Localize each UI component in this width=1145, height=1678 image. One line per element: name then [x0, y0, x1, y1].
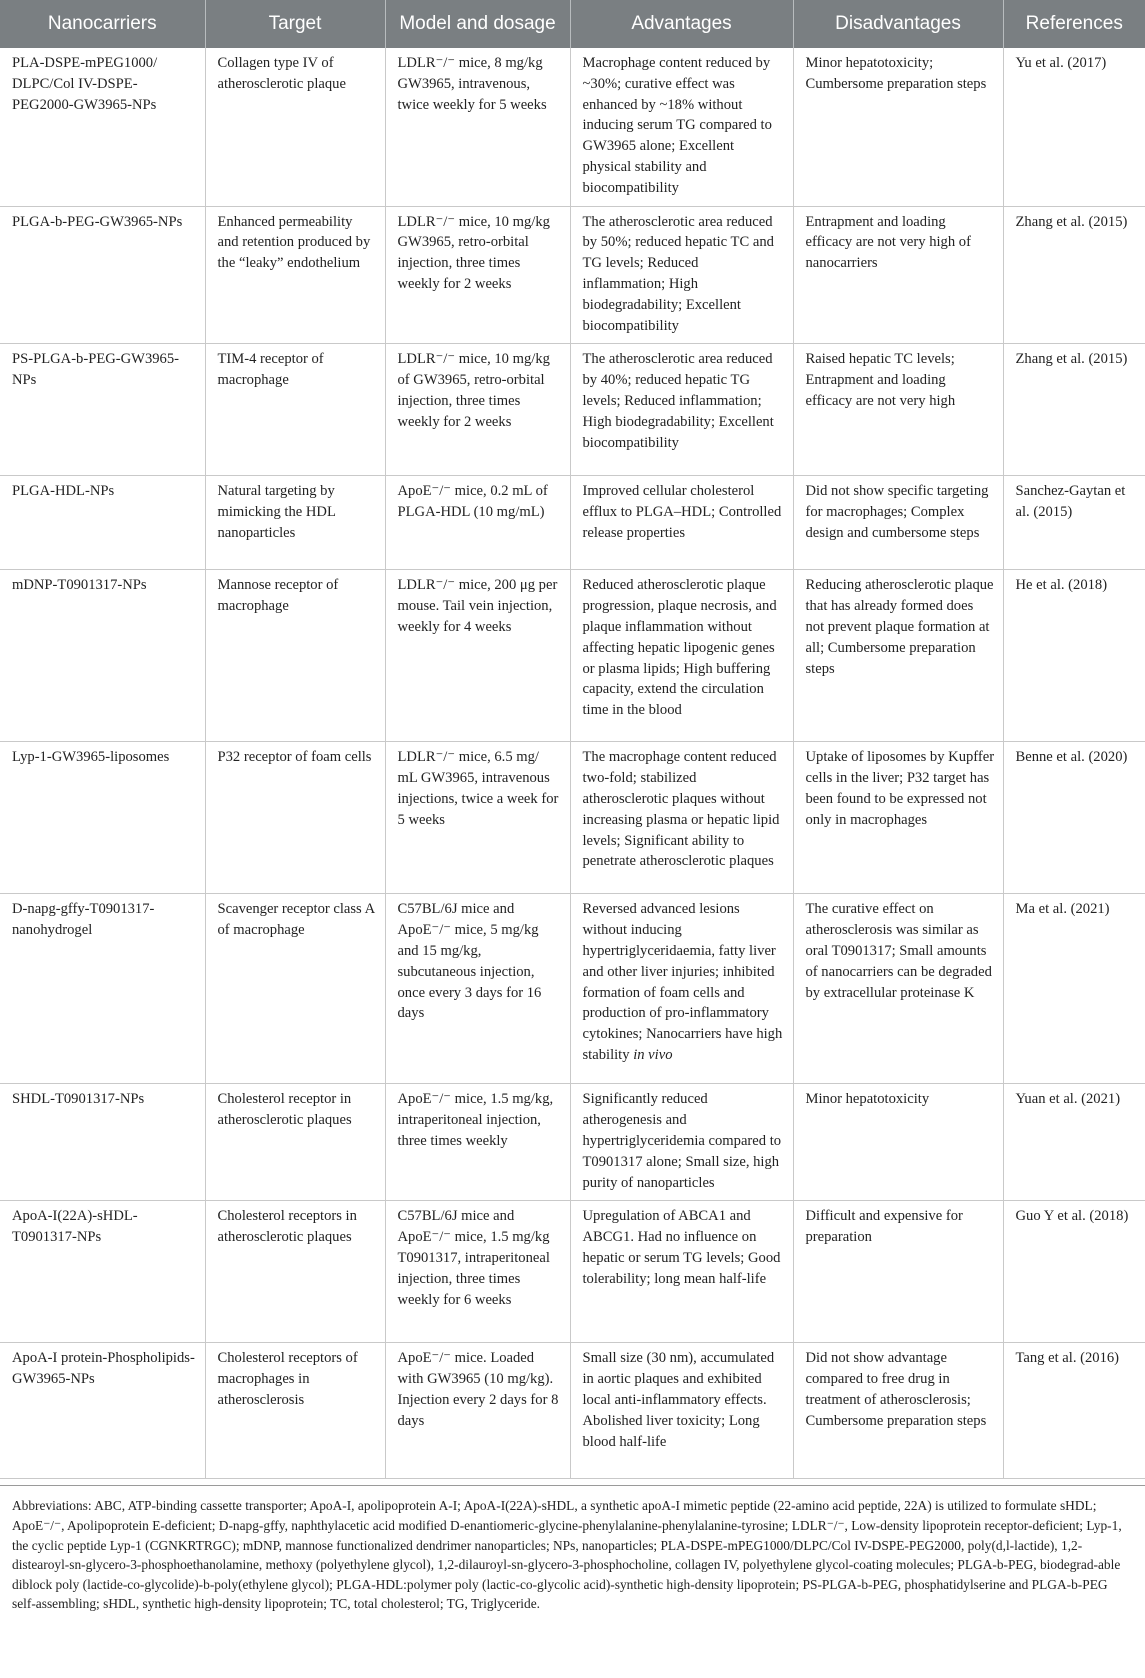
table-row: [0, 1201, 1145, 1343]
cell-target: Natural targeting by mimicking the HDL nanoparticles: [205, 476, 385, 570]
cell-disadvantages: The curative effect on atherosclerosis was similar as oral T0901317; Small amounts of nanocarriers can be degraded by extracellular proteinase K: [793, 894, 1003, 1084]
header-disadvantages: Disadvantages: [793, 0, 1003, 48]
abbreviations-footnote: Abbreviations: ABC, ATP-binding cassette transporter; ApoA-I, apolipoprotein A-I; ApoA-I(22A)-sHDL, a synthetic apoA-I mimetic peptide (22-amino acid peptide, 22A) is utilized to formulate sHDL; ApoE⁻/⁻, Apolipoprotein E-deficient; D-napg-gffy, naphthylacetic acid modified D-enantiomeric-glycine-phenylalanine-phenylalanine-tyrosine; LDLR⁻/⁻, Low-density lipoprotein receptor-deficient; Lyp-1, the cyclic peptide Lyp-1 (CGNKRTRGC); mDNP, mannose functionalized dendrimer nanoparticles; NPs, nanoparticles; PLA-DSPE-mPEG1000/DLPC/Col IV-DSPE-PEG2000, poly(d,l-lactide), 1,2-distearoyl-sn-glycero-3-phosphoethanolamine, methoxy (polyethylene glycol), 1,2-dilauroyl-sn-glycero-3-phosphocholine, collagen IV, polyethylene glycol-coating molecules; PLGA-b-PEG, biodegrad-able diblock poly (lactide-co-glycolide)-b-poly(ethylene glycol); PLGA-HDL:polymer poly (lactic-co-glycolic acid)-synthetic high-density lipoprotein; PS-PLGA-b-PEG, phosphatidylserine and PLGA-b-PEG self-assembling; sHDL, synthetic high-density lipoprotein; TC, total cholesterol; TG, Triglyceride.: [0, 1485, 1145, 1614]
header-nanocarriers: Nanocarriers: [0, 0, 205, 48]
cell-model-dosage: ApoE⁻/⁻ mice, 0.2 mL of PLGA-HDL (10 mg/mL): [385, 476, 570, 570]
cell-nanocarrier: PLGA-b-PEG-GW3965-NPs: [0, 206, 205, 344]
cell-nanocarrier: Lyp-1-GW3965-liposomes: [0, 742, 205, 894]
cell-target: Cholesterol receptors of macrophages in atherosclerosis: [205, 1343, 385, 1479]
cell-model-dosage: C57BL/6J mice and ApoE⁻/⁻ mice, 5 mg/kg and 15 mg/kg, subcutaneous injection, once every 3 days for 16 days: [385, 894, 570, 1084]
cell-disadvantages: Entrapment and loading efficacy are not very high of nanocarriers: [793, 206, 1003, 344]
cell-target: Mannose receptor of macrophage: [205, 570, 385, 742]
table-row: [0, 48, 1145, 206]
table-row: [0, 206, 1145, 344]
table-row: [0, 742, 1145, 894]
cell-reference: He et al. (2018): [1003, 570, 1145, 742]
cell-model-dosage: LDLR⁻/⁻ mice, 200 μg per mouse. Tail vein injection, weekly for 4 weeks: [385, 570, 570, 742]
cell-target: Enhanced permeability and retention produced by the “leaky” endothelium: [205, 206, 385, 344]
cell-reference: Ma et al. (2021): [1003, 894, 1145, 1084]
cell-advantages: The atherosclerotic area reduced by 50%; reduced hepatic TC and TG levels; Reduced inflammation; High biodegradability; Excellent biocompatibility: [570, 206, 793, 344]
cell-reference: Zhang et al. (2015): [1003, 206, 1145, 344]
cell-nanocarrier: PLA-DSPE-mPEG1000/ DLPC/Col IV-DSPE-PEG2000-GW3965-NPs: [0, 48, 205, 206]
cell-model-dosage: LDLR⁻/⁻ mice, 8 mg/kg GW3965, intravenous, twice weekly for 5 weeks: [385, 48, 570, 206]
cell-reference: Tang et al. (2016): [1003, 1343, 1145, 1479]
header-model-and-dosage: Model and dosage: [385, 0, 570, 48]
cell-nanocarrier: mDNP-T0901317-NPs: [0, 570, 205, 742]
cell-advantages: Improved cellular cholesterol efflux to PLGA–HDL; Controlled release properties: [570, 476, 793, 570]
cell-reference: Sanchez-Gaytan et al. (2015): [1003, 476, 1145, 570]
cell-advantages: Small size (30 nm), accumulated in aortic plaques and exhibited local anti-inflammatory effects. Abolished liver toxicity; Long blood half-life: [570, 1343, 793, 1479]
cell-reference: Yu et al. (2017): [1003, 48, 1145, 206]
table-header-row: [0, 0, 1145, 48]
table-row: [0, 344, 1145, 476]
cell-nanocarrier: SHDL-T0901317-NPs: [0, 1084, 205, 1201]
cell-disadvantages: Did not show advantage compared to free drug in treatment of atherosclerosis; Cumbersome preparation steps: [793, 1343, 1003, 1479]
cell-disadvantages: Reducing atherosclerotic plaque that has already formed does not prevent plaque formation at all; Cumbersome preparation steps: [793, 570, 1003, 742]
cell-target: Collagen type IV of atherosclerotic plaque: [205, 48, 385, 206]
cell-disadvantages: Minor hepatotoxicity; Cumbersome preparation steps: [793, 48, 1003, 206]
cell-advantages: The macrophage content reduced two-fold; stabilized atherosclerotic plaques without increasing plasma or hepatic lipid levels; Significant ability to penetrate atherosclerotic plaques: [570, 742, 793, 894]
cell-target: TIM-4 receptor of macrophage: [205, 344, 385, 476]
cell-disadvantages: Did not show specific targeting for macrophages; Complex design and cumbersome steps: [793, 476, 1003, 570]
cell-disadvantages: Uptake of liposomes by Kupffer cells in the liver; P32 target has been found to be expressed not only in macrophages: [793, 742, 1003, 894]
header-references: References: [1003, 0, 1145, 48]
cell-model-dosage: ApoE⁻/⁻ mice. Loaded with GW3965 (10 mg/kg). Injection every 2 days for 8 days: [385, 1343, 570, 1479]
cell-nanocarrier: PS-PLGA-b-PEG-GW3965-NPs: [0, 344, 205, 476]
table-row: [0, 1343, 1145, 1479]
cell-reference: Guo Y et al. (2018): [1003, 1201, 1145, 1343]
table-row: [0, 894, 1145, 1084]
cell-model-dosage: LDLR⁻/⁻ mice, 10 mg/kg GW3965, retro-orbital injection, three times weekly for 2 weeks: [385, 206, 570, 344]
cell-advantages: [570, 894, 793, 1084]
cell-target: P32 receptor of foam cells: [205, 742, 385, 894]
cell-model-dosage: LDLR⁻/⁻ mice, 10 mg/kg of GW3965, retro-orbital injection, three times weekly for 2 weeks: [385, 344, 570, 476]
cell-nanocarrier: D-napg-gffy-T0901317-nanohydrogel: [0, 894, 205, 1084]
cell-advantages: Reduced atherosclerotic plaque progression, plaque necrosis, and plaque inflammation without affecting hepatic lipogenic genes or plasma lipids; High buffering capacity, extend the circulation time in the blood: [570, 570, 793, 742]
cell-nanocarrier: PLGA-HDL-NPs: [0, 476, 205, 570]
cell-disadvantages: Minor hepatotoxicity: [793, 1084, 1003, 1201]
cell-advantages: Macrophage content reduced by ~30%; curative effect was enhanced by ~18% without inducing serum TG compared to GW3965 alone; Excellent physical stability and biocompatibility: [570, 48, 793, 206]
cell-reference: Benne et al. (2020): [1003, 742, 1145, 894]
cell-reference: Yuan et al. (2021): [1003, 1084, 1145, 1201]
table-row: [0, 476, 1145, 570]
cell-nanocarrier: ApoA-I(22A)-sHDL-T0901317-NPs: [0, 1201, 205, 1343]
cell-model-dosage: LDLR⁻/⁻ mice, 6.5 mg/ mL GW3965, intravenous injections, twice a week for 5 weeks: [385, 742, 570, 894]
cell-model-dosage: C57BL/6J mice and ApoE⁻/⁻ mice, 1.5 mg/kg T0901317, intraperitoneal injection, three times weekly for 6 weeks: [385, 1201, 570, 1343]
cell-nanocarrier: ApoA-I protein-Phospholipids-GW3965-NPs: [0, 1343, 205, 1479]
header-target: Target: [205, 0, 385, 48]
cell-target: Scavenger receptor class A of macrophage: [205, 894, 385, 1084]
cell-disadvantages: Raised hepatic TC levels; Entrapment and loading efficacy are not very high: [793, 344, 1003, 476]
cell-target: Cholesterol receptors in atherosclerotic plaques: [205, 1201, 385, 1343]
cell-advantages: The atherosclerotic area reduced by 40%; reduced hepatic TG levels; Reduced inflammation; High biodegradability; Excellent biocompatibility: [570, 344, 793, 476]
cell-advantages: Significantly reduced atherogenesis and hypertriglyceridemia compared to T0901317 alone; Small size, high purity of nanoparticles: [570, 1084, 793, 1201]
header-advantages: Advantages: [570, 0, 793, 48]
cell-target: Cholesterol receptor in atherosclerotic plaques: [205, 1084, 385, 1201]
table-row: [0, 570, 1145, 742]
cell-reference: Zhang et al. (2015): [1003, 344, 1145, 476]
advantages-italic-term: in vivo: [633, 1046, 673, 1063]
advantages-text: Reversed advanced lesions without inducing hypertriglyceridaemia, fatty liver and other liver injuries; inhibited formation of foam cells and production of pro-inflammatory cytokines; Nanocarriers have high stability: [582, 901, 783, 1063]
table-row: [0, 1084, 1145, 1201]
cell-advantages: Upregulation of ABCA1 and ABCG1. Had no influence on hepatic or serum TG levels; Good tolerability; long mean half-life: [570, 1201, 793, 1343]
cell-model-dosage: ApoE⁻/⁻ mice, 1.5 mg/kg, intraperitoneal injection, three times weekly: [385, 1084, 570, 1201]
cell-disadvantages: Difficult and expensive for preparation: [793, 1201, 1003, 1343]
